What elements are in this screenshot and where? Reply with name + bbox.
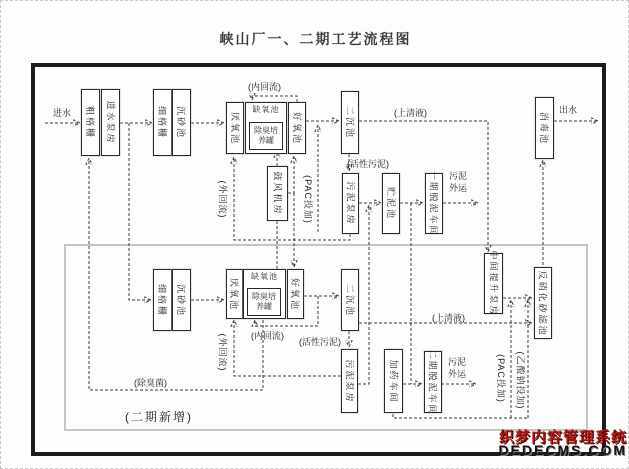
label-inner-reflux-1: (内回流) <box>248 82 281 92</box>
label-supernatant-2: (上清液) <box>432 313 465 323</box>
node-aerobic-tank-1: 好氧池 <box>288 102 306 154</box>
node-inlet-pump-house: 进水泵房 <box>101 89 120 156</box>
node-fine-screen-2: 细格栅 <box>153 269 172 331</box>
label-outer-reflux-2: (外回流) <box>217 333 228 371</box>
node-dewatering-workshop-1: 一期脱泥车间 <box>425 173 443 234</box>
node-grit-chamber-1: 沉砂池 <box>172 89 191 156</box>
label-sludge-out-2: 污泥外运 <box>447 357 466 379</box>
node-secondary-clarifier-1: 二沉池 <box>341 91 359 154</box>
node-dosing-workshop: 加药车间 <box>384 349 403 413</box>
node-aerobic-tank-2: 好氧池 <box>287 269 304 319</box>
node-sludge-storage-tank: 贮泥池 <box>382 173 400 234</box>
node-dewatering-workshop-2: 二期脱泥车间 <box>424 351 442 413</box>
label-activated-sludge-1: (活性污泥) <box>347 159 389 169</box>
node-denitrification-filter: 反硝化砂滤池 <box>534 267 552 339</box>
label-sodium-acetate-dosing: (乙酸钠投加) <box>515 351 526 409</box>
label-outlet: 出水 <box>559 105 578 115</box>
watermark-cn: 织梦内容管理系统 <box>498 429 627 446</box>
node-mid-lift-pump-house: 中间提升泵房 <box>484 253 503 314</box>
node-fine-screen-1: 细格栅 <box>153 89 172 156</box>
node-anaerobic-tank-2: 厌氧池 <box>226 269 243 319</box>
label-pac-dosing-2: (PAC投加) <box>495 353 506 403</box>
label-deodor-bacteria: (除臭菌) <box>134 378 167 388</box>
node-anaerobic-tank-1: 厌氧池 <box>226 102 244 154</box>
label-inner-reflux-2: (内回流) <box>251 331 284 341</box>
node-anoxic-tank-2: 缺氧池 除臭培养罐 <box>243 269 286 319</box>
node-coarse-screen: 粗格栅 <box>81 89 100 156</box>
node-anoxic-tank-1: 缺氧池 除臭培养罐 <box>245 102 287 154</box>
label-sludge-out-1: 污泥外运 <box>448 171 467 193</box>
label-phase2-region: (二期新增) <box>125 410 193 424</box>
label-activated-sludge-2: (活性污泥) <box>299 337 341 347</box>
node-sludge-pump-house-1: 污泥泵房 <box>342 173 359 234</box>
node-sludge-pump-house-2: 污泥泵房 <box>341 349 358 413</box>
node-blower-house: 鼓风机房 <box>267 166 288 221</box>
label-pac-dosing-1: (PAC投加) <box>303 174 313 224</box>
label-supernatant-1: (上清液) <box>394 108 427 118</box>
flow-connector-lines <box>1 1 629 469</box>
watermark-domain: DEDECMS.COM <box>498 442 627 458</box>
label-inlet: 进水 <box>53 108 72 118</box>
node-grit-chamber-2: 沉砂池 <box>172 269 191 331</box>
label-outer-reflux-1: (外回流) <box>217 180 228 218</box>
node-secondary-clarifier-2: 二沉池 <box>341 269 359 331</box>
node-disinfection-tank: 消毒池 <box>535 97 554 159</box>
diagram-title: 峡山厂一、二期工艺流程图 <box>219 31 412 47</box>
node-deodor-culture-tank-1: 除臭培养罐 <box>249 122 283 150</box>
node-deodor-culture-tank-2: 除臭培养罐 <box>247 288 281 316</box>
